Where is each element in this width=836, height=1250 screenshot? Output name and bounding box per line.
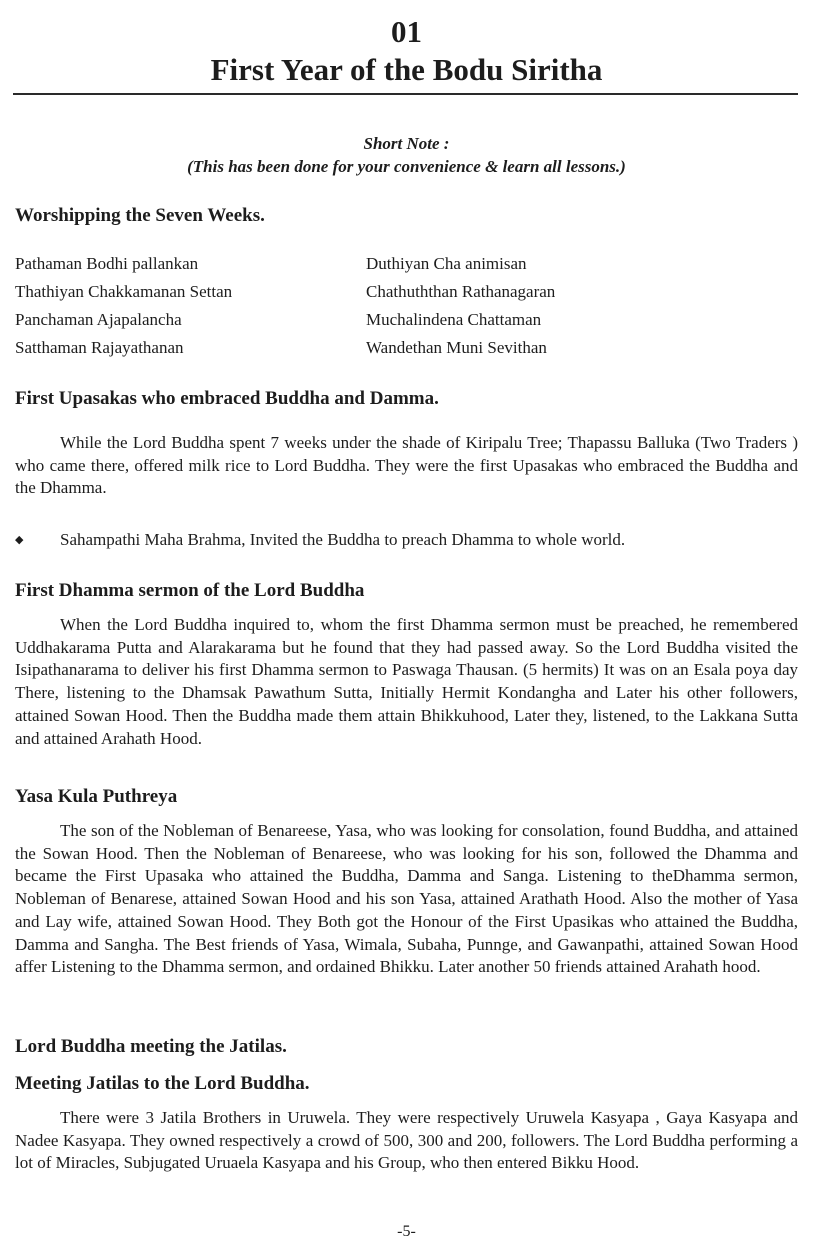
- section-heading-sermon: First Dhamma sermon of the Lord Buddha: [15, 580, 365, 601]
- section-heading-yasa: Yasa Kula Puthreya: [15, 786, 178, 807]
- title-divider: [13, 93, 798, 95]
- section-heading-upasakas: First Upasakas who embraced Buddha and Damma.: [15, 388, 439, 409]
- paragraph-jatilas: There were 3 Jatila Brothers in Uruwela. They were respectively Uruwela Kasyapa , Gaya Kasyapa and Nadee Kasyapa. They owned respectively a crowd of 500, 300 and 200, followers. The Lord Buddha performing a lot of Miracles, Subjugated Uruaela Kasyapa and his Group, who then entered Bikku Hood.: [15, 1108, 798, 1173]
- list-item: [15, 309, 798, 337]
- section-heading-jatilas: Lord Buddha meeting the Jatilas.: [15, 1036, 287, 1057]
- short-note-title: Short Note :: [363, 134, 450, 153]
- week-left: Pathaman Bodhi pallankan: [15, 254, 199, 273]
- week-left: Thathiyan Chakkamanan Settan: [15, 282, 233, 301]
- page-number: -5-: [397, 1223, 416, 1240]
- paragraph-upasakas: While the Lord Buddha spent 7 weeks under the shade of Kiripalu Tree; Thapassu Balluka (Two Traders ) who came there, offered milk rice to Lord Buddha. They were the first Upasakas who embraced the Buddha and the Dhamma.: [15, 433, 798, 498]
- short-note-subtitle: (This has been done for your convenience & learn all lessons.): [187, 157, 626, 176]
- section-subheading-jatilas: Meeting Jatilas to the Lord Buddha.: [15, 1073, 310, 1094]
- chapter-number: 01: [391, 14, 422, 49]
- chapter-title: First Year of the Bodu Siritha: [210, 52, 603, 87]
- bullet-text: Sahampathi Maha Brahma, Invited the Buddha to preach Dhamma to whole world.: [60, 530, 626, 549]
- list-item: [15, 337, 798, 365]
- week-right: Muchalindena Chattaman: [366, 310, 542, 329]
- week-left: Panchaman Ajapalancha: [15, 310, 182, 329]
- section-heading-worship: Worshipping the Seven Weeks.: [15, 205, 265, 226]
- week-left: Satthaman Rajayathanan: [15, 338, 184, 357]
- week-right: Wandethan Muni Sevithan: [366, 338, 547, 357]
- week-right: Duthiyan Cha animisan: [366, 254, 527, 273]
- list-item: [15, 281, 798, 309]
- paragraph-yasa: The son of the Nobleman of Benareese, Yasa, who was looking for consolation, found Buddha, and attained the Sowan Hood. Then the Nobleman of Benareese, who was looking for his son, followed the Dhamma and became the First Upasaka who attained the Buddha, Damma and Sanga. Listening to theDhamma sermon, Nobleman of Benarese, attained Sowan Hood and his son Yasa, attained Arathath Hood. Also the mother of Yasa and Lay wife, attained Sowan Hood. They Both got the Honour of the First Upasikas who attained the Buddha, Damma and Sangha. The Best friends of Yasa, Wimala, Subaha, Punnge, and Gawanpathi, attained Sowan Hood affer Listening to the Dhamma sermon, and ordained Bhikku. Later another 50 friends attained Arahath hood.: [15, 821, 798, 977]
- diamond-bullet-icon: ◆: [15, 534, 24, 546]
- paragraph-sermon: When the Lord Buddha inquired to, whom the first Dhamma sermon must be preached, he remembered Uddhakarama Putta and Alarakarama but he found that they had passed away. So the Lord Buddha visited the Isipathanarama to deliver his first Dhamma sermon to Paswaga Thausan. (5 hermits) It was on an Esala poya day There, listening to the Dhamsak Pawathum Sutta, Initially Hermit Kondangha and Later his other followers, attained Sowan Hood. Then the Buddha made them attain Bhikkuhood, Later they, listened, to the Lakkana Sutta and attained Arahath Hood.: [15, 615, 798, 748]
- week-right: Chathuththan Rathanagaran: [366, 282, 556, 301]
- seven-weeks-list: [15, 253, 798, 365]
- list-item: [15, 253, 798, 281]
